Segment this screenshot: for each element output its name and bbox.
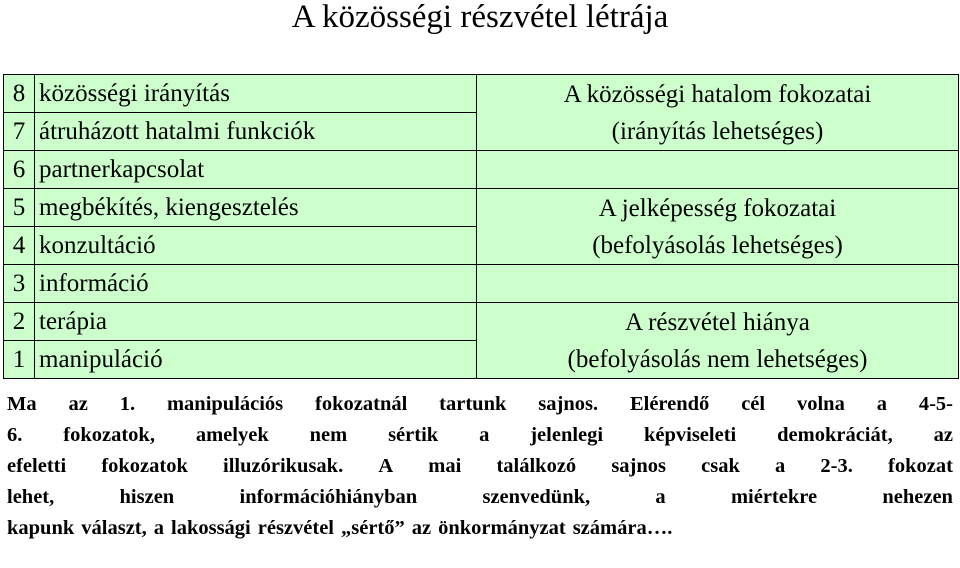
paragraph-word: Elérendő [629, 393, 710, 415]
paragraph-word: hiszen [119, 486, 175, 508]
paragraph-word: sajnos. [538, 393, 599, 415]
rung-label: partnerkapcsolat [35, 151, 477, 189]
group-non-participation [477, 303, 959, 379]
paragraph-word: cél [741, 393, 766, 415]
ladder-row [4, 265, 959, 303]
paragraph-word: a [655, 486, 666, 508]
paragraph-word: szenvedünk, [482, 486, 591, 508]
paragraph-word: miértekre [730, 486, 818, 508]
rung-label: átruházott hatalmi funkciók [35, 113, 477, 151]
paragraph-word: a [775, 455, 786, 477]
paragraph-word: 1. [119, 393, 136, 415]
paragraph-word: tartunk [439, 393, 507, 415]
group-title: A részvétel hiánya [625, 308, 810, 336]
paragraph-line [7, 420, 953, 451]
group-community-power [477, 75, 959, 151]
ladder-row [4, 189, 959, 227]
paragraph-word: jelenlegi [530, 424, 604, 446]
participation-ladder-table [3, 74, 959, 379]
paragraph-line [7, 513, 953, 544]
paragraph-line [7, 482, 953, 513]
paragraph-word: lehet, [7, 486, 55, 508]
paragraph-word: csak [701, 455, 740, 477]
rung-label: terápia [35, 303, 477, 341]
paragraph-word: fokozat [888, 455, 953, 477]
paragraph-word: számára…. [572, 517, 673, 539]
paragraph-word: a [479, 424, 490, 446]
group-tokenism [477, 189, 959, 265]
group-spacer [477, 265, 959, 303]
paragraph-word: választ, [81, 517, 147, 539]
page-title: A közösségi részvétel létrája [291, 0, 669, 35]
paragraph-word: sajnos [611, 455, 667, 477]
ladder-row [4, 303, 959, 341]
paragraph-word: találkozó [496, 455, 577, 477]
ladder-row [4, 151, 959, 189]
paragraph-line [7, 389, 953, 420]
paragraph-word: fokozatok, [63, 424, 155, 446]
group-title: A jelképesség fokozatai [598, 194, 837, 222]
commentary-paragraph [7, 389, 953, 544]
group-subtitle: (irányítás lehetséges) [611, 117, 824, 145]
rung-label: megbékítés, kiengesztelés [35, 189, 477, 227]
paragraph-word: fokozatnál [315, 393, 408, 415]
group-subtitle: (befolyásolás lehetséges) [592, 231, 843, 259]
ladder-row [4, 75, 959, 113]
paragraph-word: volna [796, 393, 845, 415]
paragraph-word: részvétel [257, 517, 334, 539]
paragraph-word: lakossági [171, 517, 251, 539]
paragraph-word: manipulációs [166, 393, 284, 415]
group-subtitle: (befolyásolás nem lehetséges) [567, 345, 868, 373]
paragraph-word: önkormányzat [438, 517, 566, 539]
paragraph-word: 2-3. [820, 455, 853, 477]
rung-number: 5 [4, 189, 35, 227]
paragraph-word: Ma [7, 393, 37, 415]
rung-label: közösségi irányítás [35, 75, 477, 113]
rung-number: 2 [4, 303, 35, 341]
rung-number: 1 [4, 341, 35, 379]
rung-number: 3 [4, 265, 35, 303]
rung-label: konzultáció [35, 227, 477, 265]
paragraph-word: az [68, 393, 88, 415]
group-spacer [477, 151, 959, 189]
paragraph-word: 4-5- [918, 393, 953, 415]
paragraph-word: a [153, 517, 164, 539]
paragraph-word: az [933, 424, 953, 446]
rung-label: információ [35, 265, 477, 303]
paragraph-word: sértik [388, 424, 439, 446]
paragraph-word: a [876, 393, 887, 415]
rung-number: 7 [4, 113, 35, 151]
paragraph-word: mai [428, 455, 462, 477]
paragraph-word: illuzórikusak. [223, 455, 344, 477]
paragraph-word: demokráciát, [777, 424, 893, 446]
paragraph-word: az [411, 517, 432, 539]
paragraph-word: információhiányban [239, 486, 418, 508]
paragraph-word: „sértő” [341, 517, 405, 539]
rung-number: 6 [4, 151, 35, 189]
paragraph-word: képviseleti [643, 424, 737, 446]
rung-number: 4 [4, 227, 35, 265]
paragraph-word: nem [309, 424, 348, 446]
paragraph-word: 6. [7, 424, 23, 446]
paragraph-word: fokozatok [101, 455, 188, 477]
paragraph-line [7, 451, 953, 482]
paragraph-word: efeletti [7, 455, 67, 477]
rung-number: 8 [4, 75, 35, 113]
paragraph-word: kapunk [7, 517, 75, 539]
paragraph-word: amelyek [195, 424, 269, 446]
group-title: A közösségi hatalom fokozatai [563, 80, 872, 108]
paragraph-word: A [378, 455, 394, 477]
paragraph-word: nehezen [882, 486, 953, 508]
rung-label: manipuláció [35, 341, 477, 379]
